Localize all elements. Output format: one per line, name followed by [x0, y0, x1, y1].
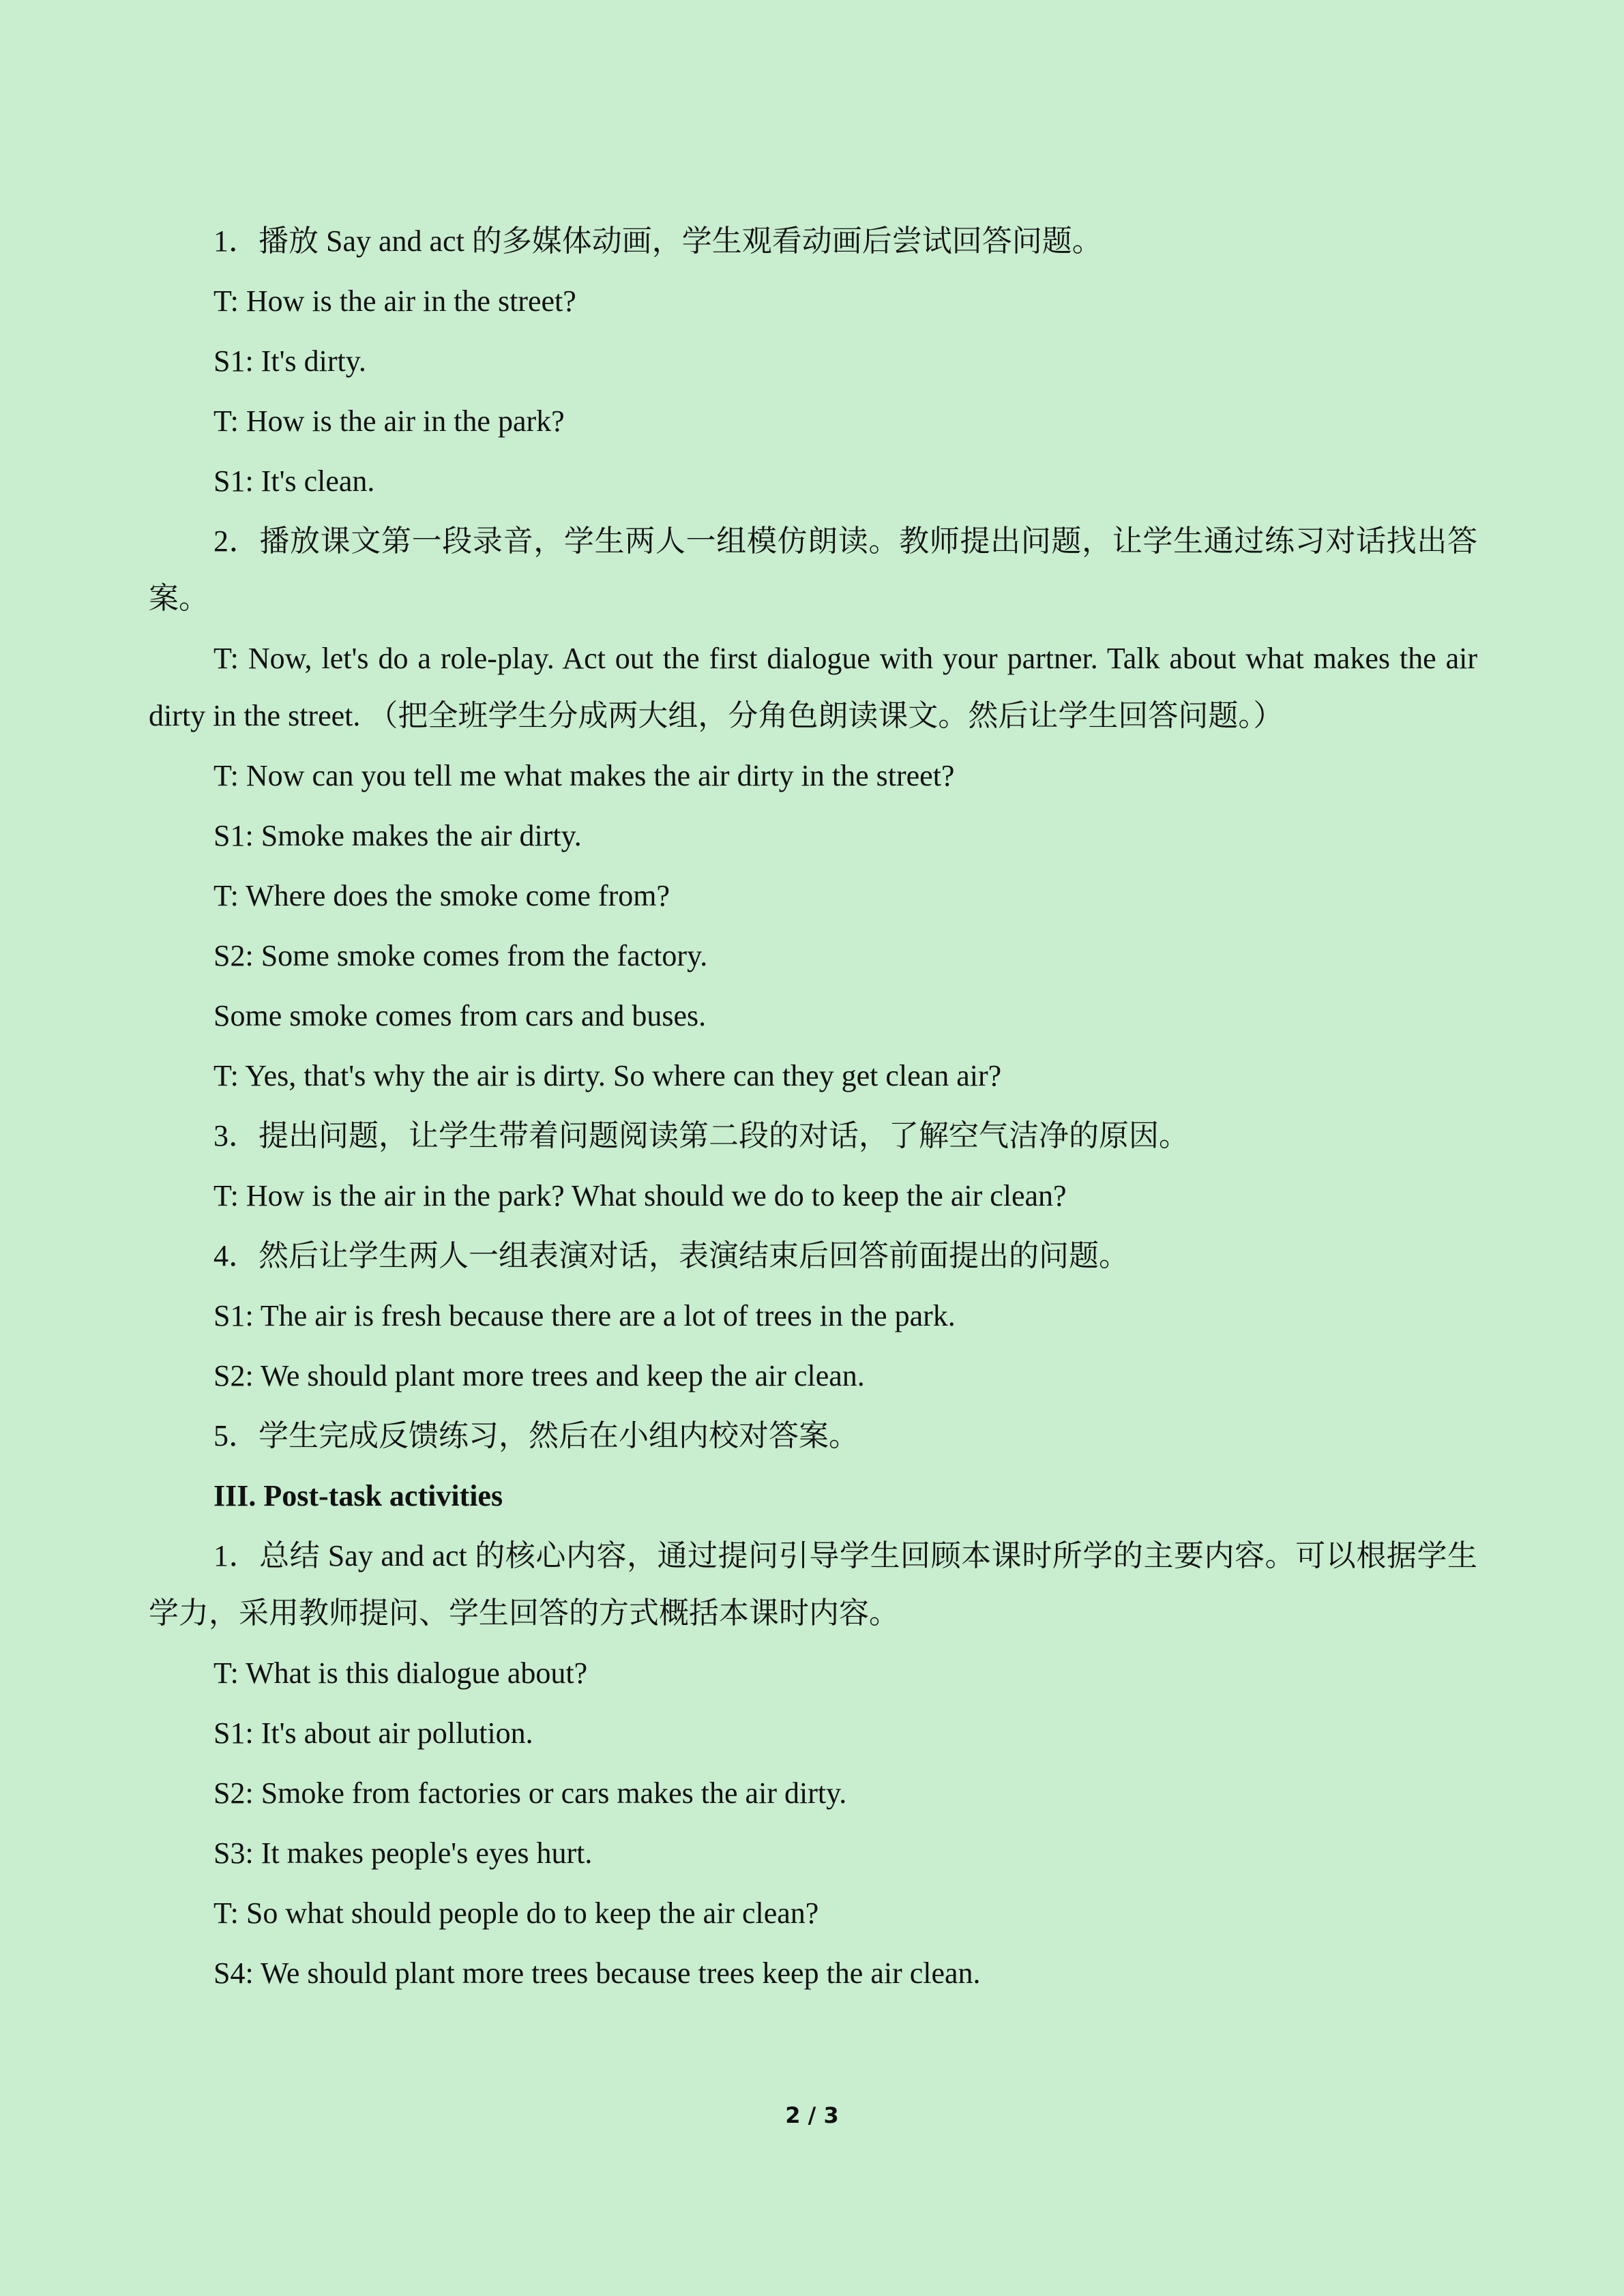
dialogue-line: T: How is the air in the park?	[213, 404, 565, 438]
section-heading: III. Post-task activities	[213, 1479, 503, 1512]
paragraph-4: 4．然后让学生两人一组表演对话，表演结束后回答前面提出的问题。	[213, 1239, 1129, 1272]
paragraph-6: 1．总结 Say and act 的核心内容，通过提问引导学生回顾本课时所学的主要内容。可以根据学生学力，采用教师提问、学生回答的方式概括本课时内容。	[149, 1539, 1477, 1630]
document-body	[149, 213, 1477, 2005]
dialogue-line: T: How is the air in the street?	[213, 284, 576, 318]
dialogue-line: S1: It's clean.	[213, 464, 375, 498]
dialogue-line: T: So what should people do to keep the air clean?	[213, 1896, 819, 1930]
dialogue-line: T: What is this dialogue about?	[213, 1656, 588, 1690]
page-number: 2 / 3	[785, 2102, 839, 2128]
dialogue-line: S2: Smoke from factories or cars makes the air dirty.	[213, 1776, 847, 1810]
dialogue-line: S3: It makes people's eyes hurt.	[213, 1836, 593, 1870]
dialogue-line: Some smoke comes from cars and buses.	[213, 999, 707, 1032]
dialogue-line: S1: It's dirty.	[213, 344, 366, 378]
dialogue-line: T: Now can you tell me what makes the air dirty in the street?	[213, 759, 955, 792]
dialogue-line: S4: We should plant more trees because trees keep the air clean.	[213, 1956, 981, 1990]
dialogue-line: S2: We should plant more trees and keep the air clean.	[213, 1359, 865, 1392]
dialogue-line: T: Where does the smoke come from?	[213, 879, 670, 912]
paragraph-2: 2．播放课文第一段录音，学生两人一组模仿朗读。教师提出问题，让学生通过练习对话找出答案。	[149, 524, 1477, 615]
dialogue-line: S1: It's about air pollution.	[213, 1716, 533, 1750]
paragraph-3: 3．提出问题，让学生带着问题阅读第二段的对话，了解空气洁净的原因。	[213, 1119, 1189, 1152]
paragraph-5: 5．学生完成反馈练习，然后在小组内校对答案。	[213, 1419, 859, 1452]
dialogue-line: T: Yes, that's why the air is dirty. So where can they get clean air?	[213, 1059, 1002, 1092]
dialogue-line: S1: Smoke makes the air dirty.	[213, 819, 582, 852]
dialogue-line: S1: The air is fresh because there are a lot of trees in the park.	[213, 1299, 956, 1332]
dialogue-line: T: Now, let's do a role-play. Act out the first dialogue with your partner. Talk about what makes the air dirty in the street. （把全班学生分成两大组，分角色朗读课文。然后让学生回答问题。）	[149, 642, 1477, 732]
paragraph-1: 1．播放 Say and act 的多媒体动画，学生观看动画后尝试回答问题。	[213, 224, 1102, 258]
dialogue-line: S2: Some smoke comes from the factory.	[213, 939, 708, 972]
dialogue-line: T: How is the air in the park? What should we do to keep the air clean?	[213, 1179, 1067, 1212]
